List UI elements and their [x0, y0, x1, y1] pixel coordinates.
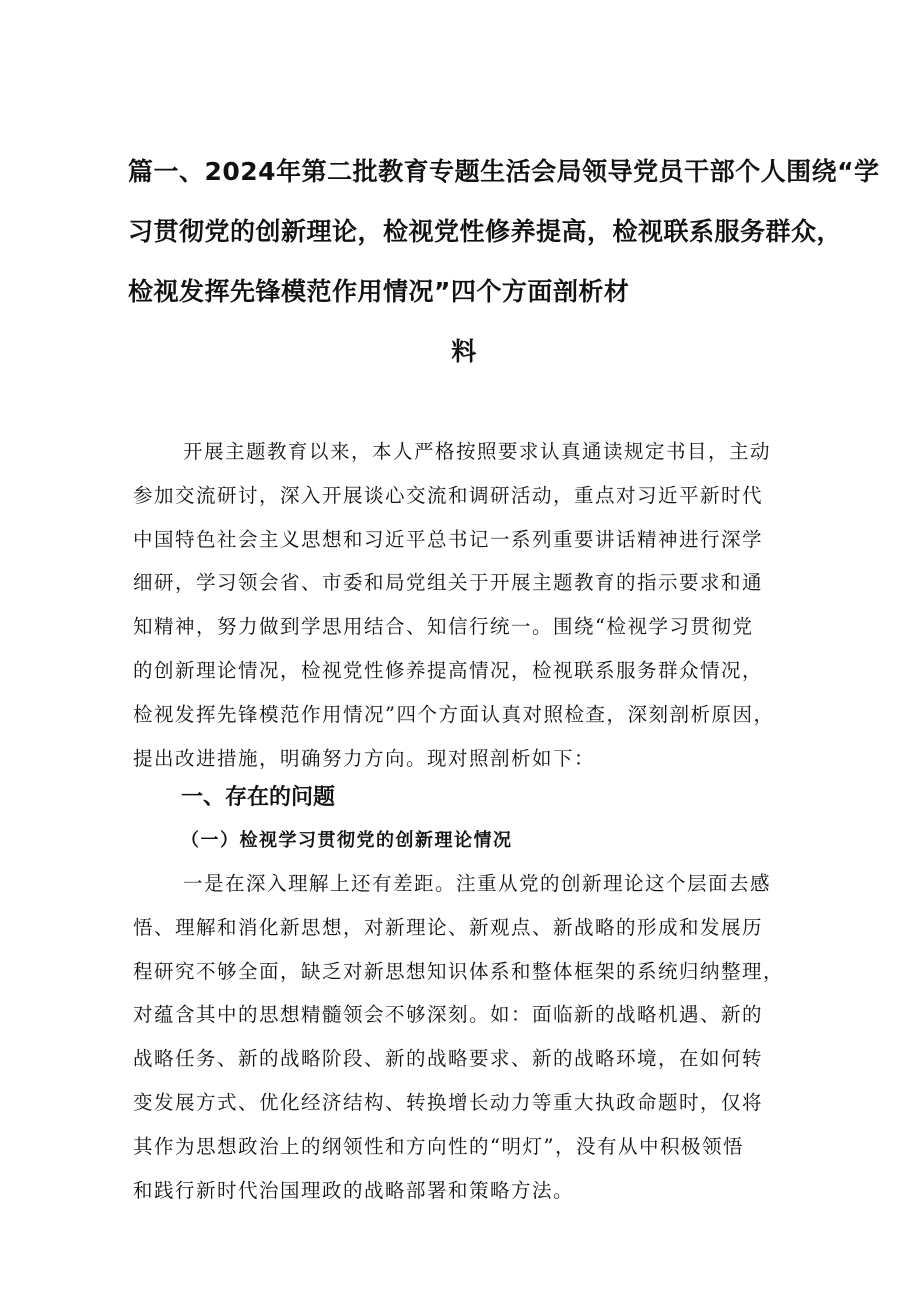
paragraph-line: 检视发挥先锋模范作用情况”四个方面认真对照检查，深刻剖析原因，	[133, 702, 775, 726]
paragraph-line: 参加交流研讨，深入开展谈心交流和调研活动，重点对习近平新时代	[133, 483, 764, 507]
body-paragraph	[133, 862, 803, 1212]
paragraph-line: 其作为思想政治上的纲领性和方向性的“明灯”，没有从中积极领悟	[133, 1134, 744, 1158]
title-line: 篇一、2024年第二批教育专题生活会局领导党员干部个人围绕“学	[128, 157, 880, 186]
paragraph-line: 细研，学习领会省、市委和局党组关于开展主题教育的指示要求和通	[133, 571, 764, 595]
paragraph-line: 变发展方式、优化经济结构、转换增长动力等重大执政命题时，仅将	[133, 1090, 764, 1114]
paragraph-line: 对蕴含其中的思想精髓领会不够深刻。如：面临新的战略机遇、新的	[133, 1003, 764, 1027]
paragraph-line: 程研究不够全面，缺乏对新思想知识体系和整体框架的系统归纳整理，	[133, 959, 785, 983]
document-title	[128, 142, 880, 382]
section-heading: 一、存在的问题	[181, 785, 336, 810]
title-line: 检视发挥先锋模范作用情况”四个方面剖析材	[128, 277, 630, 306]
title-line: 习贯彻党的创新理论，检视党性修养提高，检视联系服务群众，	[128, 217, 843, 246]
paragraph-line: 开展主题教育以来，本人严格按照要求认真通读规定书目，主动	[183, 440, 772, 463]
paragraph-line: 的创新理论情况，检视党性修养提高情况，检视联系服务群众情况，	[133, 658, 764, 682]
paragraph-line: 战略任务、新的战略阶段、新的战略要求、新的战略环境，在如何转	[133, 1047, 764, 1071]
subsection-heading: （一）检视学习贯彻党的创新理论情况	[181, 830, 513, 851]
intro-paragraph	[133, 430, 803, 780]
title-line: 料	[451, 337, 477, 366]
paragraph-line: 提出改进措施，明确努力方向。现对照剖析如下：	[133, 746, 596, 770]
paragraph-line: 一是在深入理解上还有差距。注重从党的创新理论这个层面去感	[183, 872, 772, 895]
paragraph-line: 和践行新时代治国理政的战略部署和策略方法。	[133, 1178, 575, 1202]
paragraph-line: 知精神，努力做到学思用结合、知信行统一。围绕“检视学习贯彻党	[133, 615, 754, 639]
paragraph-line: 中国特色社会主义思想和习近平总书记一系列重要讲话精神进行深学	[133, 527, 764, 551]
paragraph-line: 悟、理解和消化新思想，对新理论、新观点、新战略的形成和发展历	[133, 915, 764, 939]
